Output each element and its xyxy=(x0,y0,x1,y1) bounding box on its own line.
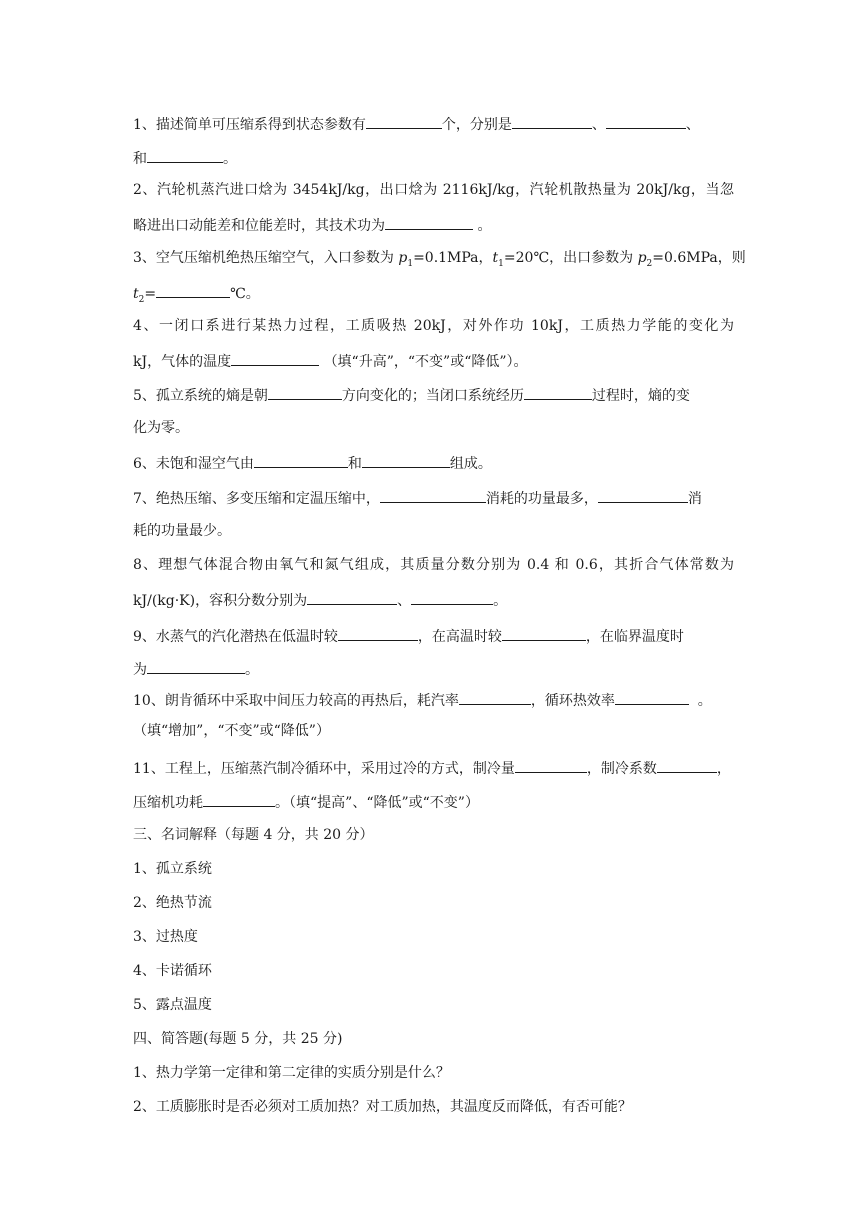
question-8-line-1: 8、理想气体混合物由氧气和氮气组成，其质量分数分别为 0.4 和 0.6，其折合气体常数为 xyxy=(133,557,734,573)
term-item: 2、绝热节流 xyxy=(133,895,212,911)
answer-blank xyxy=(307,589,397,605)
question-7-line-2: 耗的功量最少。 xyxy=(133,523,231,539)
short-answer-item: 2、工质膨胀时是否必须对工质加热？对工质加热，其温度反而降低，有否可能？ xyxy=(133,1099,632,1115)
subscript: 2 xyxy=(646,258,653,269)
question-2-text: 略进出口动能差和位能差时，其技术功为 xyxy=(133,218,385,234)
question-11-text: ，制冷系数 xyxy=(586,761,657,777)
question-11-text: 压缩机功耗 xyxy=(133,795,203,811)
answer-blank xyxy=(411,589,493,605)
answer-blank xyxy=(203,791,275,807)
question-9-text: ，在高温时较 xyxy=(417,629,502,645)
question-1-text: 、 xyxy=(591,117,606,133)
question-4-text: （填“升高”，“不变”或“降低”）。 xyxy=(323,354,528,370)
answer-blank xyxy=(598,487,688,503)
question-6-text: 和 xyxy=(347,456,362,472)
question-10-text: ，循环热效率 xyxy=(530,693,615,709)
question-3-text: ℃。 xyxy=(230,286,260,302)
term-item: 5、露点温度 xyxy=(133,997,212,1013)
question-3-text: = xyxy=(144,286,157,302)
subscript: 1 xyxy=(498,258,504,269)
answer-blank xyxy=(147,658,245,674)
answer-blank xyxy=(615,689,689,705)
question-3-text: 3、空气压缩机绝热压缩空气，入口参数为 xyxy=(133,250,399,266)
question-1-text: 1、描述简单可压缩系得到状态参数有 xyxy=(133,117,366,133)
section-3-title: 三、名词解释（每题 4 分，共 20 分） xyxy=(133,827,374,843)
question-4-text: kJ，气体的温度 xyxy=(133,354,232,370)
question-9-line-1 xyxy=(133,625,734,647)
answer-blank xyxy=(366,113,442,129)
question-10-line-1 xyxy=(133,689,734,711)
term-item: 4、卡诺循环 xyxy=(133,963,212,979)
question-9-line-2 xyxy=(133,658,734,680)
question-5-text: 5、孤立系统的熵是朝 xyxy=(133,388,268,404)
question-11-text: 。（填“提高”、“降低”或“不变”） xyxy=(275,795,479,811)
question-3-text: =0.1MPa， xyxy=(413,250,493,266)
subscript: 2 xyxy=(138,294,145,305)
subscript: 1 xyxy=(407,258,414,269)
question-1-line-1 xyxy=(133,113,734,135)
answer-blank xyxy=(156,282,230,298)
answer-blank xyxy=(606,113,686,129)
question-2-line-1: 2、汽轮机蒸汽进口焓为 3454kJ/kg，出口焓为 2116kJ/kg，汽轮机散热量为 20kJ/kg，当忽 xyxy=(133,182,734,198)
answer-blank xyxy=(385,214,473,230)
question-5-line-2: 化为零。 xyxy=(133,420,189,436)
question-9-text: 。 xyxy=(245,662,259,678)
question-5-text: 方向变化的；当闭口系统经历 xyxy=(341,388,524,404)
question-7-line-1 xyxy=(133,487,734,509)
question-8-text: 、 xyxy=(397,593,412,609)
question-10-text: 10、朗肯循环中采取中间压力较高的再热后，耗汽率 xyxy=(133,693,459,709)
answer-blank xyxy=(657,757,717,773)
answer-blank xyxy=(254,452,348,468)
pressure-symbol: p xyxy=(398,250,408,266)
section-4-title: 四、简答题(每题 5 分，共 25 分) xyxy=(133,1031,343,1047)
question-3-text: =20℃，出口参数为 xyxy=(503,250,638,266)
question-6-text: 6、未饱和湿空气由 xyxy=(133,456,254,472)
answer-blank xyxy=(502,625,586,641)
question-10-text: 。 xyxy=(697,693,712,709)
question-1-text: 个，分别是 xyxy=(441,117,512,133)
question-8-line-2 xyxy=(133,589,734,611)
question-1-text: 、 xyxy=(685,117,700,133)
answer-blank xyxy=(380,487,486,503)
question-1-line-2 xyxy=(133,147,734,169)
answer-blank xyxy=(524,384,592,400)
question-10-line-2: （填“增加”，“不变”或“降低”） xyxy=(133,723,330,739)
question-11-text: ， xyxy=(716,761,731,777)
question-5-line-1 xyxy=(133,384,734,406)
question-11-line-2 xyxy=(133,791,734,813)
question-9-text: 9、水蒸气的汽化潜热在低温时较 xyxy=(133,629,338,645)
question-3-text: =0.6MPa，则 xyxy=(652,250,746,266)
question-1-text: 。 xyxy=(223,151,237,167)
question-9-text: ，在临界温度时 xyxy=(585,629,684,645)
temperature-symbol: t xyxy=(492,250,499,266)
question-5-text: 过程时，熵的变 xyxy=(591,388,690,404)
question-8-text: kJ/(kg·K)，容积分数分别为 xyxy=(133,593,308,609)
term-item: 1、孤立系统 xyxy=(133,861,212,877)
question-6-text: 组成。 xyxy=(449,456,492,472)
question-2-line-2 xyxy=(133,214,734,236)
question-11-text: 11、工程上，压缩蒸汽制冷循环中，采用过冷的方式，制冷量 xyxy=(133,761,515,777)
pressure-symbol: p xyxy=(637,250,647,266)
temperature-symbol: t xyxy=(133,286,139,302)
answer-blank xyxy=(362,452,450,468)
question-8-text: 。 xyxy=(493,593,508,609)
answer-blank xyxy=(512,113,592,129)
answer-blank xyxy=(515,757,587,773)
question-9-text: 为 xyxy=(133,662,147,678)
question-1-text: 和 xyxy=(133,151,147,167)
answer-blank xyxy=(459,689,531,705)
answer-blank xyxy=(268,384,342,400)
answer-blank xyxy=(231,350,319,366)
question-11-line-1 xyxy=(133,757,734,779)
question-7-text: 消耗的功量最多， xyxy=(485,491,598,507)
question-2-text: 。 xyxy=(477,218,492,234)
question-6-line-1 xyxy=(133,452,734,474)
term-item: 3、过热度 xyxy=(133,929,198,945)
answer-blank xyxy=(147,147,223,163)
question-3-line-1 xyxy=(133,248,746,274)
question-7-text: 消 xyxy=(687,491,702,507)
question-3-line-2 xyxy=(133,282,734,310)
question-7-text: 7、绝热压缩、多变压缩和定温压缩中， xyxy=(133,491,380,507)
answer-blank xyxy=(338,625,418,641)
question-4-line-2 xyxy=(133,350,734,372)
short-answer-item: 1、热力学第一定律和第二定律的实质分别是什么？ xyxy=(133,1065,450,1081)
question-4-line-1: 4、一闭口系进行某热力过程，工质吸热 20kJ，对外作功 10kJ，工质热力学能的变化为 xyxy=(133,318,734,334)
